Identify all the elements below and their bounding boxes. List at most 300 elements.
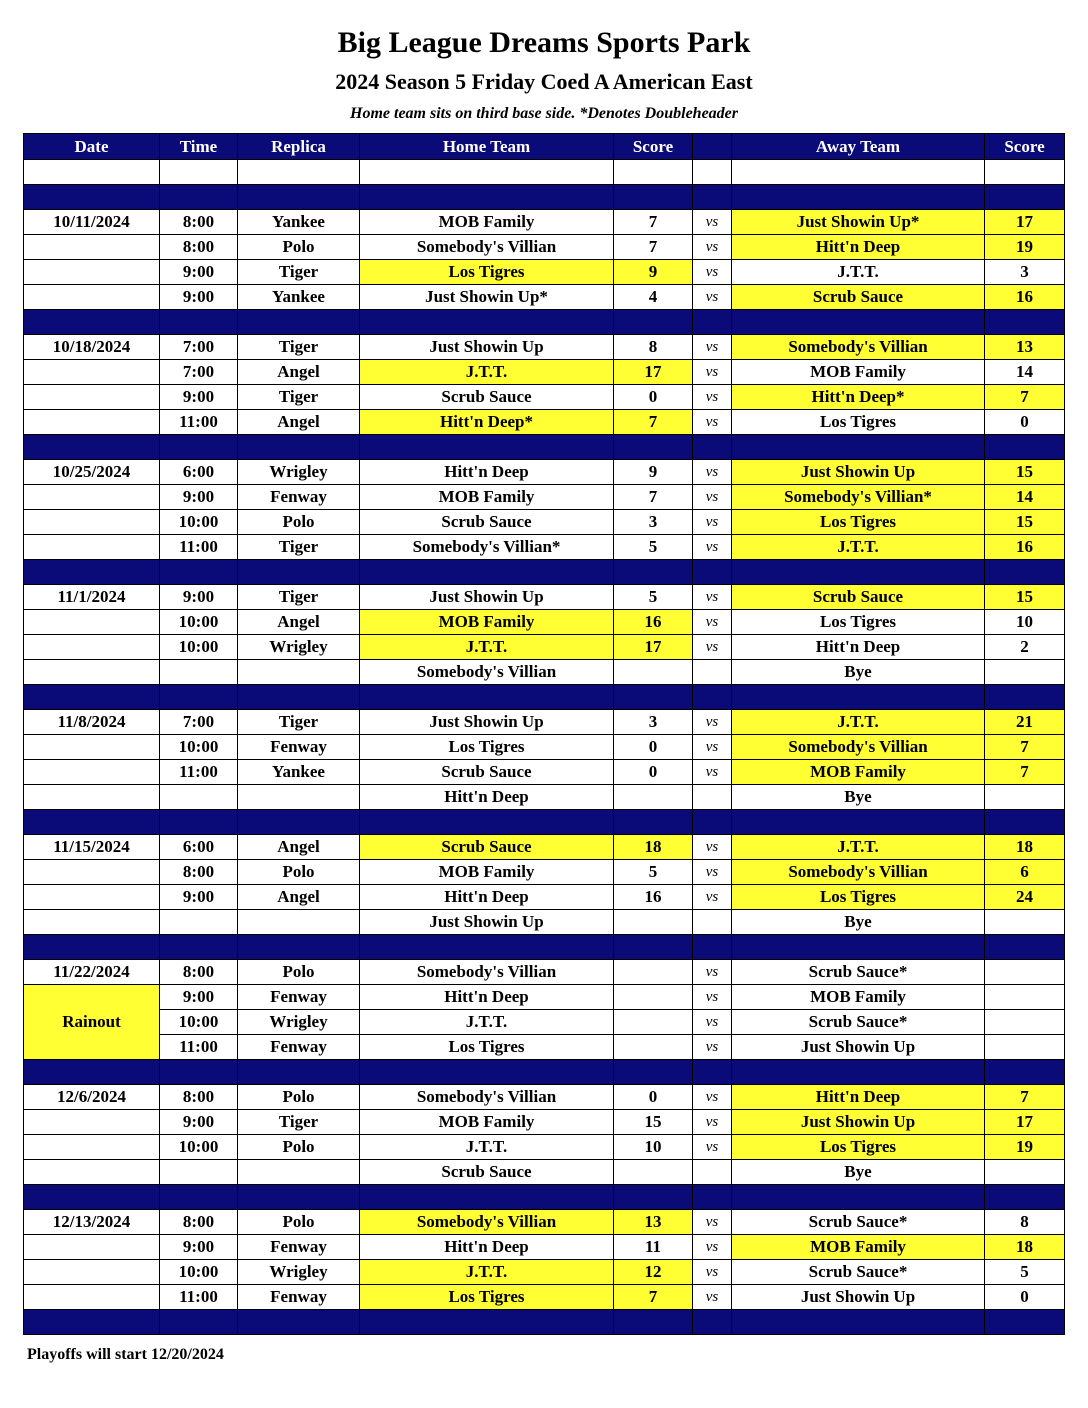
game-time: 8:00 [160, 235, 238, 260]
home-score: 9 [614, 260, 693, 285]
week-separator [24, 935, 1065, 960]
home-team: Los Tigres [360, 735, 614, 760]
home-score: 0 [614, 1085, 693, 1110]
week-separator-cell [160, 810, 238, 835]
away-score: 0 [985, 410, 1065, 435]
home-team: Just Showin Up* [360, 285, 614, 310]
season-subtitle: 2024 Season 5 Friday Coed A American East [335, 69, 753, 94]
away-team: Bye [732, 910, 985, 935]
week-separator-cell [614, 435, 693, 460]
week-separator-cell [732, 560, 985, 585]
vs-label: vs [693, 635, 732, 660]
week-separator [24, 435, 1065, 460]
game-replica: Wrigley [238, 1010, 360, 1035]
week-separator-cell [693, 310, 732, 335]
week-separator-cell [614, 685, 693, 710]
away-score: 10 [985, 610, 1065, 635]
week-separator-cell [693, 935, 732, 960]
vs-label: vs [693, 610, 732, 635]
home-team: Just Showin Up [360, 910, 614, 935]
away-score: 3 [985, 260, 1065, 285]
home-score: 3 [614, 710, 693, 735]
home-score: 0 [614, 385, 693, 410]
game-time: 11:00 [160, 760, 238, 785]
away-team: Scrub Sauce* [732, 1260, 985, 1285]
away-score [985, 960, 1065, 985]
away-team: Los Tigres [732, 410, 985, 435]
week-separator [24, 1185, 1065, 1210]
home-team: Just Showin Up [360, 335, 614, 360]
week-separator-cell [238, 185, 360, 210]
week-separator-cell [24, 1060, 160, 1085]
week-separator-cell [614, 185, 693, 210]
home-team: Scrub Sauce [360, 760, 614, 785]
away-team: Just Showin Up [732, 460, 985, 485]
game-time: 8:00 [160, 1085, 238, 1110]
playoffs-note: Playoffs will start 12/20/2024 [27, 1346, 224, 1363]
away-team: Somebody's Villian [732, 735, 985, 760]
game-row [24, 660, 1065, 685]
game-date-empty [24, 885, 160, 910]
game-replica: Wrigley [238, 1260, 360, 1285]
week-separator-cell [732, 185, 985, 210]
game-time: 9:00 [160, 260, 238, 285]
game-date-empty [24, 260, 160, 285]
home-team: Los Tigres [360, 260, 614, 285]
vs-label: vs [693, 760, 732, 785]
away-score: 6 [985, 860, 1065, 885]
game-date-empty [24, 1135, 160, 1160]
week-separator-cell [360, 1310, 614, 1335]
blank-row-cell [238, 160, 360, 185]
week-separator-cell [360, 935, 614, 960]
away-team: Scrub Sauce [732, 285, 985, 310]
week-separator-cell [160, 1310, 238, 1335]
game-date: 10/11/2024 [24, 210, 160, 235]
game-date-empty [24, 285, 160, 310]
week-separator-cell [24, 310, 160, 335]
week-separator-cell [160, 1060, 238, 1085]
page-title: Big League Dreams Sports Park [337, 26, 751, 59]
week-separator-cell [160, 935, 238, 960]
game-time: 9:00 [160, 1110, 238, 1135]
game-date-empty [24, 910, 160, 935]
home-score: 18 [614, 835, 693, 860]
home-score: 7 [614, 1285, 693, 1310]
home-score: 16 [614, 885, 693, 910]
vs-label: vs [693, 885, 732, 910]
col-header-time: Time [160, 134, 238, 160]
week-separator-cell [732, 810, 985, 835]
game-replica: Polo [238, 510, 360, 535]
week-separator-cell [24, 810, 160, 835]
week-separator-cell [360, 435, 614, 460]
game-replica: Tiger [238, 1110, 360, 1135]
col-header-away-score: Score [985, 134, 1065, 160]
game-row [24, 735, 1065, 760]
col-header-vs [693, 134, 732, 160]
away-score: 13 [985, 335, 1065, 360]
game-time: 10:00 [160, 1010, 238, 1035]
game-replica: Polo [238, 1085, 360, 1110]
vs-label: vs [693, 585, 732, 610]
week-separator-cell [732, 310, 985, 335]
home-score: 17 [614, 360, 693, 385]
home-score: 4 [614, 285, 693, 310]
vs-label: vs [693, 1110, 732, 1135]
game-replica: Yankee [238, 760, 360, 785]
game-row [24, 360, 1065, 385]
week-separator-cell [693, 810, 732, 835]
home-score [614, 660, 693, 685]
home-score: 7 [614, 410, 693, 435]
week-separator-cell [160, 435, 238, 460]
week-separator-cell [985, 1060, 1065, 1085]
vs-label: vs [693, 835, 732, 860]
week-separator [24, 810, 1065, 835]
home-team: Hitt'n Deep [360, 885, 614, 910]
home-team: J.T.T. [360, 1260, 614, 1285]
game-replica: Angel [238, 885, 360, 910]
away-team: Just Showin Up* [732, 210, 985, 235]
away-score: 7 [985, 385, 1065, 410]
game-replica: Fenway [238, 1235, 360, 1260]
game-replica: Tiger [238, 535, 360, 560]
home-team: Somebody's Villian* [360, 535, 614, 560]
week-separator-cell [614, 1185, 693, 1210]
vs-label: vs [693, 1010, 732, 1035]
game-time: 9:00 [160, 1235, 238, 1260]
vs-label: vs [693, 860, 732, 885]
home-score [614, 785, 693, 810]
game-time: 6:00 [160, 460, 238, 485]
home-score: 7 [614, 210, 693, 235]
game-date-empty [24, 485, 160, 510]
game-time: 11:00 [160, 1285, 238, 1310]
game-time: 11:00 [160, 535, 238, 560]
game-replica: Fenway [238, 1285, 360, 1310]
away-score: 18 [985, 835, 1065, 860]
game-row [24, 710, 1065, 735]
game-replica: Tiger [238, 260, 360, 285]
vs-label: vs [693, 335, 732, 360]
week-separator-cell [238, 1060, 360, 1085]
away-team: J.T.T. [732, 835, 985, 860]
week-separator-cell [360, 685, 614, 710]
game-replica: Yankee [238, 210, 360, 235]
week-separator-cell [238, 310, 360, 335]
away-score [985, 660, 1065, 685]
away-team: Scrub Sauce* [732, 1210, 985, 1235]
home-score: 16 [614, 610, 693, 635]
vs-label [693, 1160, 732, 1185]
game-row [24, 610, 1065, 635]
week-separator [24, 185, 1065, 210]
game-date-empty [24, 610, 160, 635]
away-score: 19 [985, 235, 1065, 260]
away-team: Somebody's Villian [732, 860, 985, 885]
game-time [160, 785, 238, 810]
home-score: 0 [614, 735, 693, 760]
week-separator-cell [732, 1310, 985, 1335]
away-score: 18 [985, 1235, 1065, 1260]
home-score [614, 1035, 693, 1060]
home-team: MOB Family [360, 1110, 614, 1135]
game-time [160, 660, 238, 685]
home-team: Just Showin Up [360, 710, 614, 735]
week-separator-cell [24, 560, 160, 585]
week-separator-cell [985, 435, 1065, 460]
game-replica: Polo [238, 235, 360, 260]
game-row [24, 385, 1065, 410]
game-date: 10/18/2024 [24, 335, 160, 360]
away-score: 2 [985, 635, 1065, 660]
home-team: Somebody's Villian [360, 235, 614, 260]
week-separator-cell [693, 1185, 732, 1210]
game-replica [238, 785, 360, 810]
away-score: 17 [985, 210, 1065, 235]
home-score [614, 910, 693, 935]
away-team: Just Showin Up [732, 1110, 985, 1135]
home-team: Somebody's Villian [360, 1210, 614, 1235]
home-score: 5 [614, 860, 693, 885]
game-date-empty [24, 385, 160, 410]
home-score: 5 [614, 585, 693, 610]
home-team: J.T.T. [360, 1010, 614, 1035]
game-row [24, 1135, 1065, 1160]
game-row [24, 1235, 1065, 1260]
vs-label: vs [693, 1260, 732, 1285]
game-row [24, 985, 1065, 1010]
home-score: 7 [614, 235, 693, 260]
game-replica: Polo [238, 1210, 360, 1235]
game-row [24, 1210, 1065, 1235]
game-time: 9:00 [160, 585, 238, 610]
week-separator-cell [985, 310, 1065, 335]
game-replica: Tiger [238, 385, 360, 410]
away-team: Los Tigres [732, 510, 985, 535]
vs-label: vs [693, 510, 732, 535]
week-separator-cell [693, 435, 732, 460]
away-team: Los Tigres [732, 1135, 985, 1160]
week-separator-cell [360, 1185, 614, 1210]
vs-label: vs [693, 1210, 732, 1235]
home-team: Somebody's Villian [360, 660, 614, 685]
game-date-empty [24, 735, 160, 760]
game-row [24, 860, 1065, 885]
vs-label: vs [693, 260, 732, 285]
week-separator-cell [360, 310, 614, 335]
week-separator-cell [732, 1060, 985, 1085]
away-score [985, 785, 1065, 810]
vs-label: vs [693, 1135, 732, 1160]
week-separator-cell [360, 810, 614, 835]
game-date-empty [24, 1260, 160, 1285]
game-replica: Yankee [238, 285, 360, 310]
game-time: 10:00 [160, 735, 238, 760]
schedule-body [24, 160, 1065, 1335]
away-team: Somebody's Villian* [732, 485, 985, 510]
game-row [24, 535, 1065, 560]
week-separator [24, 310, 1065, 335]
away-team: MOB Family [732, 985, 985, 1010]
week-separator [24, 685, 1065, 710]
game-row [24, 285, 1065, 310]
away-team: Hitt'n Deep [732, 1085, 985, 1110]
week-separator-cell [160, 685, 238, 710]
game-date-empty [24, 510, 160, 535]
week-separator-cell [614, 810, 693, 835]
away-score: 7 [985, 760, 1065, 785]
away-team: Bye [732, 785, 985, 810]
week-separator-cell [614, 935, 693, 960]
home-team: Scrub Sauce [360, 1160, 614, 1185]
week-separator-cell [693, 1310, 732, 1335]
game-replica: Wrigley [238, 635, 360, 660]
home-team: J.T.T. [360, 360, 614, 385]
week-separator-cell [360, 1060, 614, 1085]
away-score [985, 1035, 1065, 1060]
week-separator-cell [985, 810, 1065, 835]
game-row [24, 1035, 1065, 1060]
away-score [985, 1010, 1065, 1035]
home-score: 10 [614, 1135, 693, 1160]
vs-label: vs [693, 710, 732, 735]
game-replica: Angel [238, 360, 360, 385]
game-time: 8:00 [160, 210, 238, 235]
game-date: 12/6/2024 [24, 1085, 160, 1110]
away-score: 15 [985, 510, 1065, 535]
blank-row-cell [985, 160, 1065, 185]
home-team: Los Tigres [360, 1285, 614, 1310]
game-date: 12/13/2024 [24, 1210, 160, 1235]
home-score: 7 [614, 485, 693, 510]
vs-label: vs [693, 1235, 732, 1260]
week-separator [24, 1060, 1065, 1085]
away-score: 15 [985, 460, 1065, 485]
blank-row-cell [160, 160, 238, 185]
game-date-empty [24, 1285, 160, 1310]
week-separator-cell [160, 310, 238, 335]
schedule-note: Home team sits on third base side. *Denotes Doubleheader [350, 105, 738, 122]
table-header-row [24, 134, 1065, 160]
away-score: 15 [985, 585, 1065, 610]
game-time: 11:00 [160, 1035, 238, 1060]
away-score: 24 [985, 885, 1065, 910]
week-separator-cell [985, 935, 1065, 960]
home-score: 15 [614, 1110, 693, 1135]
game-date: 11/8/2024 [24, 710, 160, 735]
game-date: 11/15/2024 [24, 835, 160, 860]
away-score [985, 910, 1065, 935]
game-date-empty [24, 410, 160, 435]
game-row [24, 1010, 1065, 1035]
home-team: Hitt'n Deep [360, 785, 614, 810]
away-score: 7 [985, 735, 1065, 760]
week-separator-cell [985, 560, 1065, 585]
home-team: MOB Family [360, 860, 614, 885]
away-team: MOB Family [732, 360, 985, 385]
game-row [24, 235, 1065, 260]
home-score: 5 [614, 535, 693, 560]
home-team: MOB Family [360, 485, 614, 510]
game-replica [238, 1160, 360, 1185]
vs-label: vs [693, 485, 732, 510]
game-time: 11:00 [160, 410, 238, 435]
home-team: Hitt'n Deep [360, 460, 614, 485]
away-team: Just Showin Up [732, 1035, 985, 1060]
col-header-away-team: Away Team [732, 134, 985, 160]
home-team: Somebody's Villian [360, 1085, 614, 1110]
game-row [24, 1110, 1065, 1135]
away-team: Bye [732, 660, 985, 685]
game-date-empty [24, 1110, 160, 1135]
week-separator-cell [24, 685, 160, 710]
away-score [985, 985, 1065, 1010]
game-row [24, 960, 1065, 985]
game-row [24, 260, 1065, 285]
vs-label: vs [693, 385, 732, 410]
week-separator-cell [985, 1310, 1065, 1335]
home-score: 3 [614, 510, 693, 535]
game-row [24, 1085, 1065, 1110]
away-team: Hitt'n Deep [732, 235, 985, 260]
game-date-empty [24, 1160, 160, 1185]
game-date-empty [24, 860, 160, 885]
blank-row-cell [693, 160, 732, 185]
game-replica [238, 660, 360, 685]
blank-row-cell [360, 160, 614, 185]
home-score: 11 [614, 1235, 693, 1260]
col-header-home-team: Home Team [360, 134, 614, 160]
game-time: 9:00 [160, 985, 238, 1010]
away-score: 5 [985, 1260, 1065, 1285]
game-replica: Polo [238, 1135, 360, 1160]
week-separator-cell [985, 185, 1065, 210]
schedule-table [23, 133, 1065, 1335]
game-time: 7:00 [160, 360, 238, 385]
game-replica: Angel [238, 835, 360, 860]
game-replica: Fenway [238, 985, 360, 1010]
game-row [24, 760, 1065, 785]
home-team: MOB Family [360, 210, 614, 235]
game-time: 9:00 [160, 385, 238, 410]
away-team: Bye [732, 1160, 985, 1185]
week-separator-cell [732, 435, 985, 460]
game-replica: Tiger [238, 710, 360, 735]
week-separator-cell [360, 560, 614, 585]
game-row [24, 885, 1065, 910]
vs-label: vs [693, 735, 732, 760]
home-team: Hitt'n Deep [360, 1235, 614, 1260]
week-separator-cell [238, 935, 360, 960]
home-team: Somebody's Villian [360, 960, 614, 985]
game-date: 10/25/2024 [24, 460, 160, 485]
week-separator-cell [360, 185, 614, 210]
home-team: J.T.T. [360, 1135, 614, 1160]
week-separator-cell [24, 935, 160, 960]
week-separator-cell [160, 185, 238, 210]
week-separator-cell [238, 810, 360, 835]
away-team: J.T.T. [732, 710, 985, 735]
game-row [24, 1260, 1065, 1285]
away-score: 0 [985, 1285, 1065, 1310]
away-team: MOB Family [732, 760, 985, 785]
game-row [24, 510, 1065, 535]
week-separator-cell [160, 560, 238, 585]
home-score: 17 [614, 635, 693, 660]
game-row [24, 910, 1065, 935]
